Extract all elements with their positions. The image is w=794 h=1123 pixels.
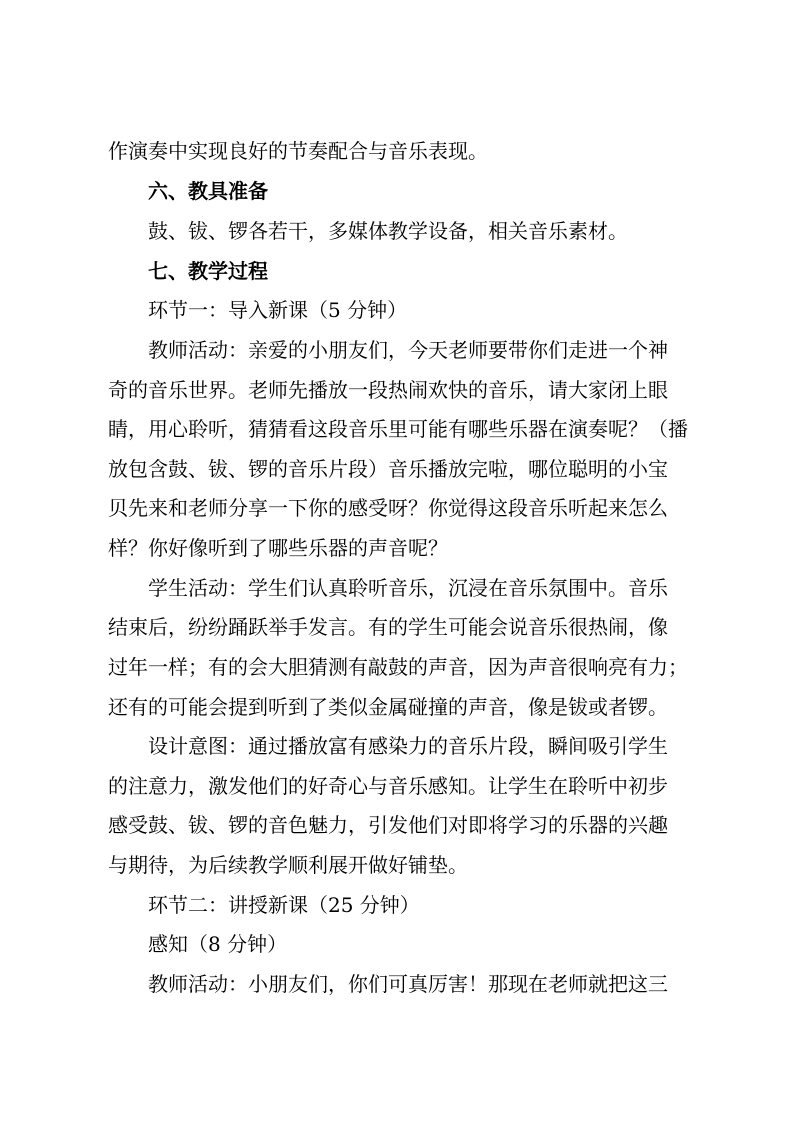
- section-heading: 六、教具准备: [148, 179, 268, 203]
- body-text-line: 鼓、钹、锣各若干，多媒体教学设备，相关音乐素材。: [148, 219, 628, 243]
- subsection-heading: 感知（8 分钟）: [148, 932, 288, 956]
- body-text-line: 结束后，纷纷踊跃举手发言。有的学生可能会说音乐很热闹，像: [108, 615, 668, 639]
- body-text-line: 作演奏中实现良好的节奏配合与音乐表现。: [108, 139, 488, 163]
- body-text-line: 教师活动：亲爱的小朋友们，今天老师要带你们走进一个神: [148, 338, 668, 362]
- body-text-line: 设计意图：通过播放富有感染力的音乐片段，瞬间吸引学生: [148, 734, 668, 758]
- body-text-line: 教师活动：小朋友们，你们可真厉害！那现在老师就把这三: [148, 972, 668, 996]
- body-text-line: 的注意力，激发他们的好奇心与音乐感知。让学生在聆听中初步: [108, 774, 668, 798]
- body-text-line: 与期待，为后续教学顺利展开做好铺垫。: [108, 853, 468, 877]
- body-text-line: 奇的音乐世界。老师先播放一段热闹欢快的音乐，请大家闭上眼: [108, 378, 668, 402]
- body-text-line: 放包含鼓、钹、锣的音乐片段）音乐播放完啦，哪位聪明的小宝: [108, 457, 668, 481]
- subsection-heading: 环节二：讲授新课（25 分钟）: [148, 893, 420, 917]
- section-heading: 七、教学过程: [148, 259, 268, 283]
- body-text-line: 感受鼓、钹、锣的音色魅力，引发他们对即将学习的乐器的兴趣: [108, 813, 668, 837]
- body-text-line: 样？你好像听到了哪些乐器的声音呢？: [108, 536, 448, 560]
- body-text-line: 还有的可能会提到听到了类似金属碰撞的声音，像是钹或者锣。: [108, 695, 668, 719]
- body-text-line: 学生活动：学生们认真聆听音乐，沉浸在音乐氛围中。音乐: [148, 576, 668, 600]
- subsection-heading: 环节一：导入新课（5 分钟）: [148, 298, 408, 322]
- body-text-line: 贝先来和老师分享一下你的感受呀？你觉得这段音乐听起来怎么: [108, 496, 668, 520]
- body-text-line: 过年一样；有的会大胆猜测有敲鼓的声音，因为声音很响亮有力；: [108, 655, 688, 679]
- body-text-line: 睛，用心聆听，猜猜看这段音乐里可能有哪些乐器在演奏呢？（播: [108, 417, 688, 441]
